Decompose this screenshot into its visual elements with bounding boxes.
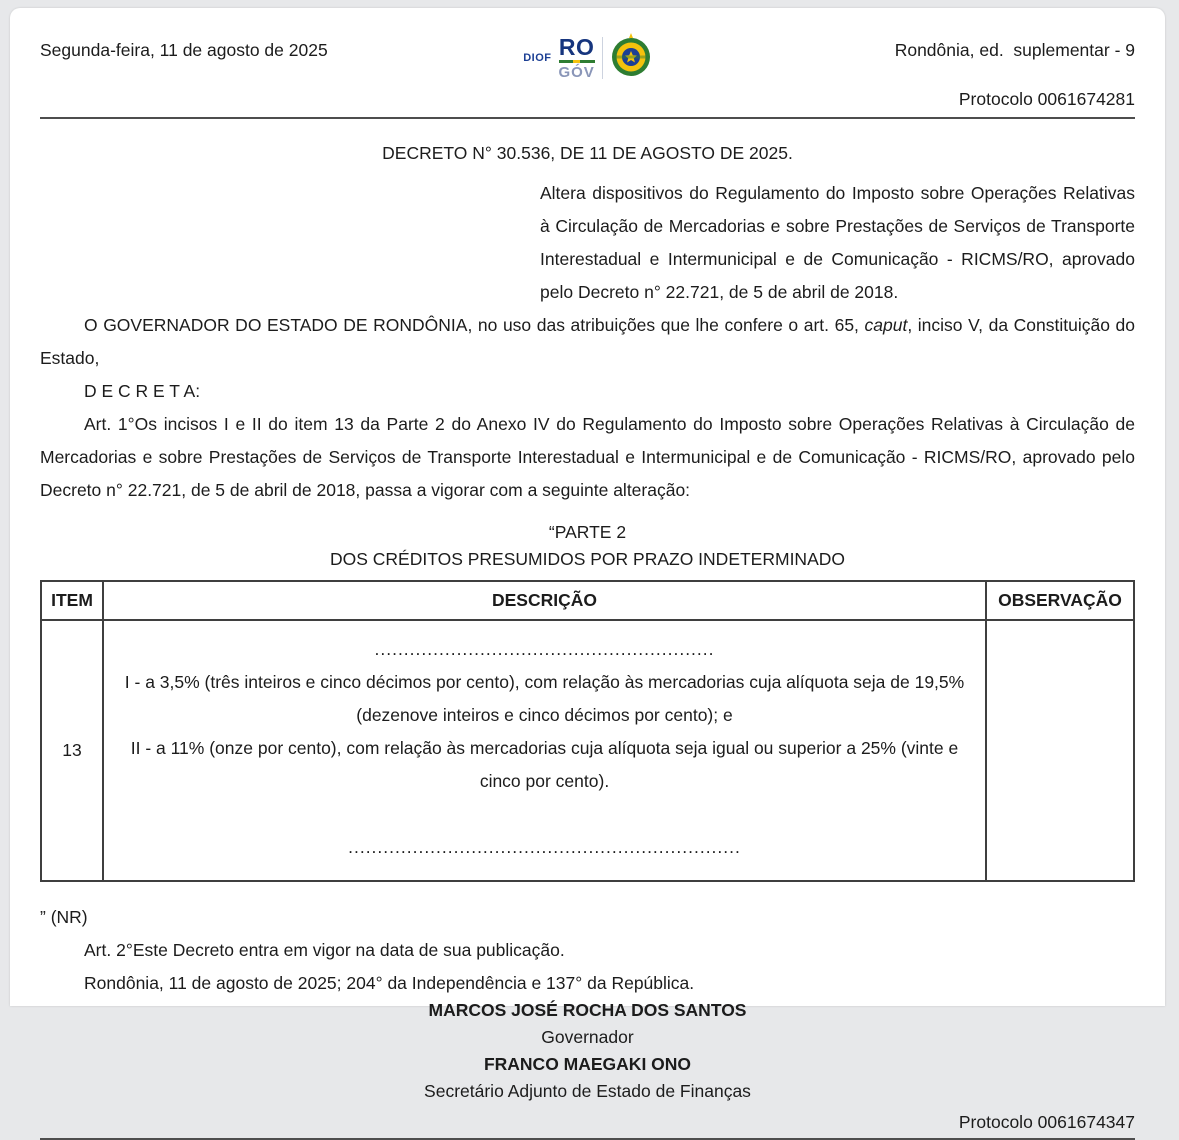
parte2-heading: “PARTE 2 xyxy=(548,522,627,542)
column-header-item: ITEM xyxy=(41,581,103,620)
table-row xyxy=(41,620,1134,881)
table-header-row xyxy=(41,581,1134,620)
flag-bar xyxy=(559,60,595,63)
logo-divider xyxy=(602,37,603,79)
document-page xyxy=(10,8,1165,1132)
inciso-1-text: I - a 3,5% (três inteiros e cinco décimos por cento), com relação às mercadorias cuja alíquota seja de 19,5% (dezenove inteiros e cinco décimos por cento); e xyxy=(124,672,965,725)
decree-ementa: Altera dispositivos do Regulamento do Imposto sobre Operações Relativas à Circulação de Mercadorias e sobre Prestações de Serviços de Transporte Interestadual e Intermunicipal e de Comunicação - RICMS/RO, aprovado pelo Decreto n° 22.721, de 5 de abril de 2018. xyxy=(540,183,1135,302)
diof-ro-gov-logo xyxy=(523,32,652,83)
column-header-descricao: DESCRIÇÃO xyxy=(103,581,986,620)
cell-descricao xyxy=(103,620,986,881)
diof-logo-text: DIOF xyxy=(523,51,552,64)
nr-closing-quote: ” (NR) xyxy=(40,907,88,927)
creditos-presumidos-table xyxy=(40,580,1135,882)
rondonia-coat-of-arms-icon xyxy=(610,32,652,83)
cell-observacao xyxy=(986,620,1134,881)
ellipsis-bottom: ................................................................... xyxy=(348,837,741,857)
signature-secretary-role: Secretário Adjunto de Estado de Finanças xyxy=(424,1081,751,1101)
dateline: Rondônia, 11 de agosto de 2025; 204° da Independência e 137° da República. xyxy=(84,973,695,993)
caput-italic: caput xyxy=(864,315,908,335)
inciso-2-text: II - a 11% (onze por cento), com relação às mercadorias cuja alíquota seja igual ou superior a 25% (vinte e cinco por cento). xyxy=(130,738,959,791)
article-2: Art. 2°Este Decreto entra em vigor na data de sua publicação. xyxy=(84,940,565,960)
signature-governor-role: Governador xyxy=(541,1027,634,1047)
column-header-observacao: OBSERVAÇÃO xyxy=(986,581,1134,620)
gazette-logo xyxy=(478,32,697,83)
signature-governor-name: MARCOS JOSÉ ROCHA DOS SANTOS xyxy=(428,1000,747,1020)
document-content xyxy=(40,8,1135,1140)
gazette-date: Segunda-feira, 11 de agosto de 2025 xyxy=(40,40,328,60)
preamble-text-end: , inciso V, da Constituição do Estado, xyxy=(40,315,1135,368)
gazette-header xyxy=(40,8,1135,83)
parte2-subheading: DOS CRÉDITOS PRESUMIDOS POR PRAZO INDETERMINADO xyxy=(329,549,845,569)
decreta-line: D E C R E T A: xyxy=(84,381,201,401)
ro-logo-text: RO xyxy=(558,33,595,60)
decree-preamble xyxy=(40,309,1135,375)
cell-item-number: 13 xyxy=(41,620,103,881)
protocol-number-bottom: Protocolo 0061674347 xyxy=(958,1112,1135,1132)
decree-title: DECRETO N° 30.536, DE 11 DE AGOSTO DE 2025. xyxy=(382,143,793,163)
ellipsis-top: .......................................................... xyxy=(374,639,715,659)
ro-gov-logo-text xyxy=(558,33,595,81)
gazette-edition: Rondônia, ed. suplementar - 9 xyxy=(894,40,1135,60)
protocol-number-top: Protocolo 0061674281 xyxy=(958,89,1135,109)
header-divider xyxy=(40,117,1135,119)
signature-secretary-name: FRANCO MAEGAKI ONO xyxy=(483,1054,692,1074)
preamble-text: O GOVERNADOR DO ESTADO DE RONDÔNIA, no uso das atribuições que lhe confere o art. 65, xyxy=(84,315,865,335)
article-1: Art. 1°Os incisos I e II do item 13 da Parte 2 do Anexo IV do Regulamento do Imposto sobre Operações Relativas à Circulação de Mercadorias e sobre Prestações de Serviços de Transporte Interestadual e Intermunicipal e de Comunicação - RICMS/RO, aprovado pelo Decreto n° 22.721, de 5 de abril de 2018, passa a vigorar com a seguinte alteração: xyxy=(40,414,1135,500)
gov-logo-text: GÓV xyxy=(558,63,595,81)
